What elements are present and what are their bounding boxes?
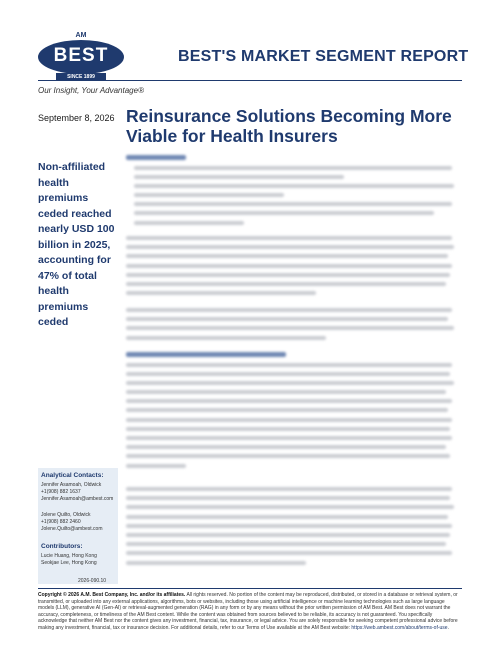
text-line [126,418,452,422]
body-paragraph [126,236,456,300]
text-line [134,221,244,225]
text-line [126,317,448,321]
terms-link[interactable]: https://web.ambest.com/about/terms-of-use [351,624,448,631]
publication-date: September 8, 2026 [38,113,115,123]
pull-quote: Non-affiliated health premiums ceded reached nearly USD 100 billion in 2025, accounting for 47% of total health premiums ceded [38,161,115,328]
text-line [126,245,454,249]
text-line [126,381,454,385]
logo-am-text: AM [75,32,87,39]
text-line [126,254,448,258]
text-line [126,308,452,312]
contact-phone: +1(908) 882 2460 [41,519,81,525]
copyright-line: Copyright © 2026 A.M. Best Company, Inc. and/or its affiliates. [38,592,186,598]
analytical-contacts-heading: Analytical Contacts: [41,472,104,479]
logo-best-text: BEST [53,45,109,66]
key-takeaways-section [126,155,456,230]
copyright-notice: Copyright © 2026 A.M. Best Company, Inc. and/or its affiliates. All rights reserved. No portion of the content may be reproduced, distributed, or stored in a database or retrieval system, or transmitted, or uploaded into any external applications, algorithms, bots or websites, including those using artificial intelligence or machine learning technologies such as large language models (LLM), generative AI (Gen-AI) or retrieval-augmented generation (RAG) in any form or by any means without the prior written permission of AM Best. AM Best does not warrant the accuracy, completeness, or timeliness of the AM Best content. While the content was obtained from sources believed to be reliable, its accuracy is not guaranteed. You specifically acknowledge that neither AM Best nor the content gives any investment, financial, tax, insurance, or legal advice. You are solely responsible for seeking competent professional advice before making any investment, financial, tax or insurance decision. For additional details, refer to our Terms of Use available at the AM Best website: https://web.ambest.com/about/terms-of-use. [38,592,458,631]
section-heading [126,155,186,160]
text-line [126,336,326,340]
text-line [126,487,452,491]
text-line [126,390,446,394]
contact-email[interactable]: Jolene.Quilto@ambest.com [41,526,103,532]
text-line [126,505,454,509]
text-line [134,166,452,170]
text-line [126,273,450,277]
report-title: BEST'S MARKET SEGMENT REPORT [178,48,469,65]
contact-email[interactable]: Jennifer.Asamoah@ambest.com [41,496,114,502]
text-line [126,542,446,546]
text-line [126,408,448,412]
text-line [126,372,450,376]
contributor-name: Lucie Huang, Hong Kong [41,553,97,559]
logo-since-text: SINCE 1899 [56,73,106,81]
text-line [126,524,452,528]
text-line [126,515,448,519]
section-heading [126,352,286,357]
headline: Reinsurance Solutions Becoming More Viable for Health Insurers [126,106,452,146]
text-line [134,211,434,215]
text-line [134,175,344,179]
body-paragraph [126,308,456,345]
text-line [134,193,284,197]
text-line [126,561,306,565]
text-line [126,464,186,468]
contact-name: Jolene Quilto, Oldwick [41,512,91,518]
contributor-name: Seokjae Lee, Hong Kong [41,560,97,566]
rights-text: All rights reserved. No portion of the content may be reproduced, distributed, or stored in a database or retrieval system, or transmitted, or uploaded into any external applications, algorithms, bots or websites, including those using artificial intelligence or machine learning technologies such as large language models (LLM), generative AI (Gen-AI) or retrieval-augmented generation (RAG) in any form or by any means without the prior written permission of AM Best. AM Best does not warrant the accuracy, completeness, or timeliness of the AM Best content. While the content was obtained from sources believed to be reliable, its accuracy is not guaranteed. You specifically acknowledge that neither AM Best nor the content gives any investment, financial, tax, insurance, or legal advice. You are solely responsible for seeking competent professional advice before making any investment, financial, tax or insurance decision. For additional details, refer to our Terms of Use available at the AM Best website: [38,592,458,631]
footer-divider [38,588,462,589]
text-line [126,496,450,500]
tagline: Our Insight, Your Advantage® [38,86,144,95]
text-line [126,282,446,286]
text-line [126,326,454,330]
text-line [126,454,450,458]
contacts-sidebar [38,468,118,584]
text-line [126,436,452,440]
text-line [126,236,452,240]
text-line [126,533,450,537]
am-best-logo [38,32,124,82]
section-2 [126,352,456,473]
text-line [134,184,454,188]
text-line [126,264,452,268]
contact-name: Jennifer Asamoah, Oldwick [41,482,102,488]
text-line [126,363,452,367]
text-line [126,551,452,555]
header-divider [38,80,462,81]
text-line [134,202,452,206]
body-paragraph [126,487,456,570]
text-line [126,427,450,431]
contributors-heading: Contributors: [41,543,83,550]
text-line [126,291,316,295]
text-line [126,399,452,403]
text-line [126,445,446,449]
document-code: 2026-090.10 [78,578,107,584]
contact-phone: +1(908) 882 1637 [41,489,81,495]
